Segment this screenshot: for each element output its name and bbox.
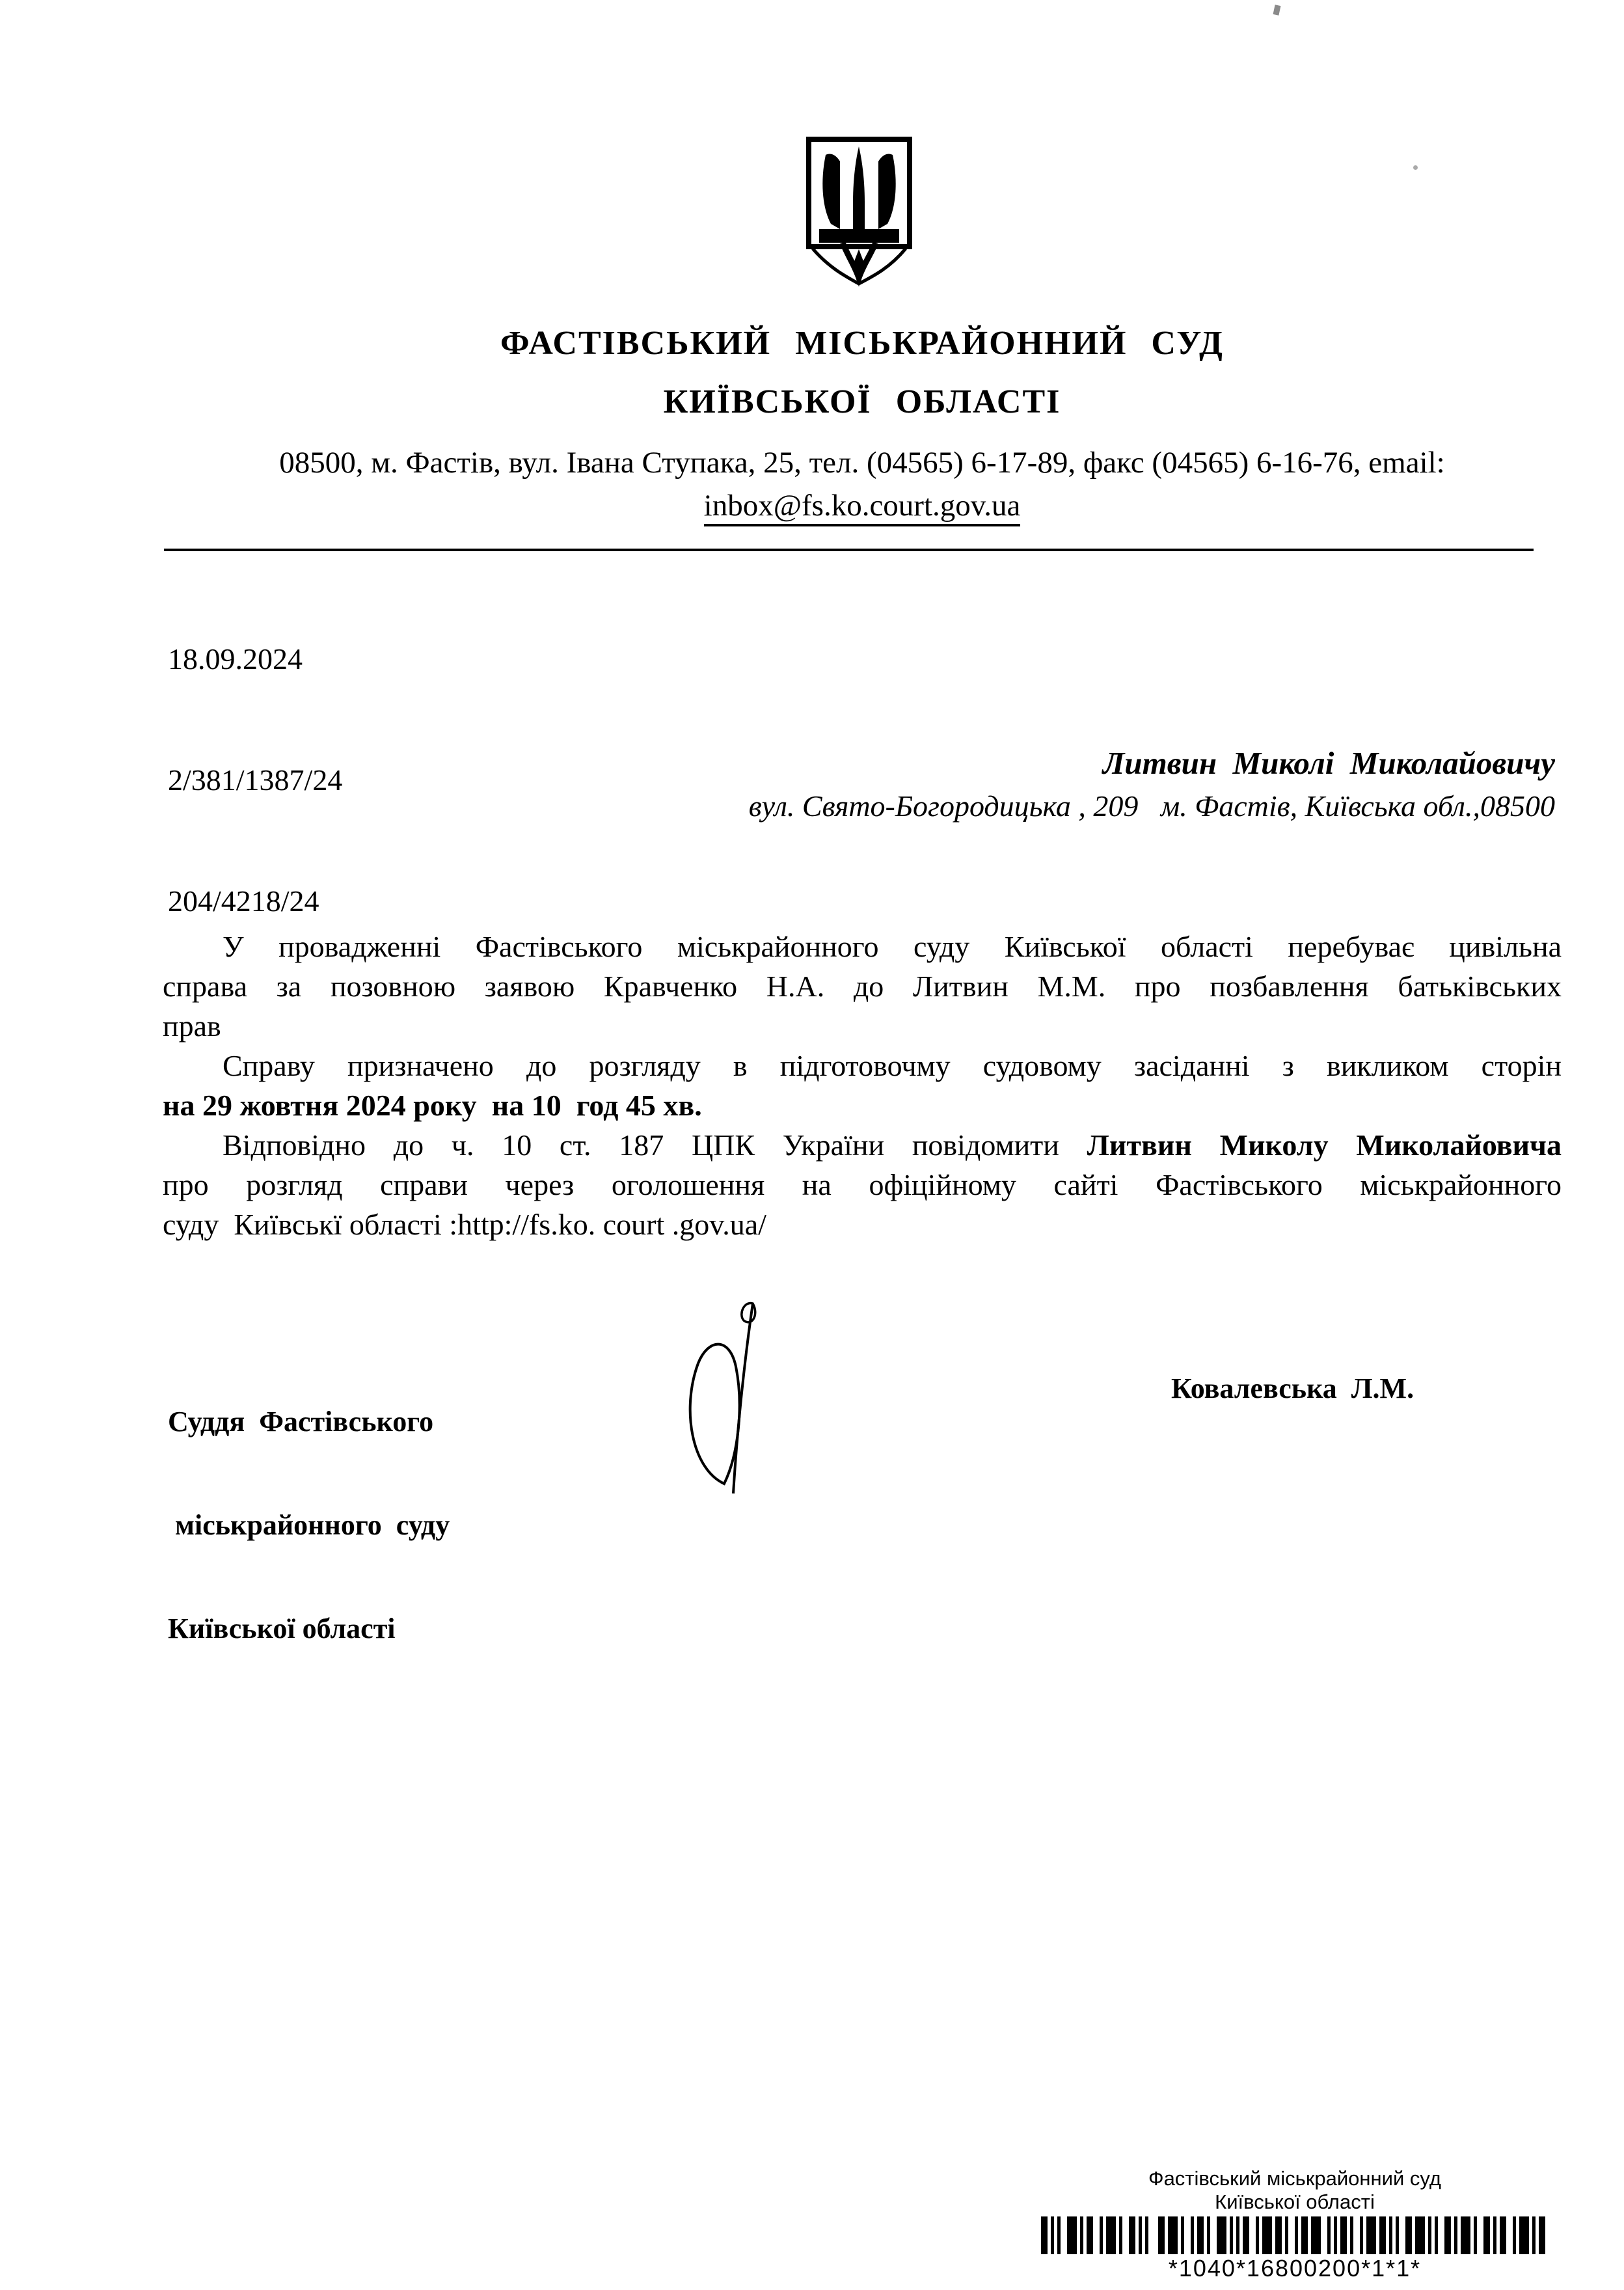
body-line: У провадженні Фастівського міськрайонного суду Київської області перебуває цивільна (223, 930, 1562, 963)
judge-role-line: Київської області (168, 1613, 396, 1644)
recipient-name-bold-run: Литвин Миколу Миколайовича (1087, 1128, 1562, 1162)
document-number: 204/4218/24 (168, 884, 319, 918)
judge-role-line: Суддя Фастівського (168, 1406, 434, 1438)
judge-role-line: міськрайонного суду (168, 1509, 450, 1541)
court-address: 08500, м. Фастів, вул. Івана Ступака, 25, тел. (04565) 6-17-89, факс (04565) 6-16-76, email: (279, 446, 1445, 480)
recipient-name: Литвин Миколі Миколайовичу (1102, 745, 1555, 781)
footer-court-line1: Фастівський міськрайонний суд (1148, 2167, 1441, 2190)
body-line: про розгляд справи через оголошення на офіційному сайті Фастівського міськрайонного (163, 1168, 1562, 1201)
court-name-line1: ФАСТІВСЬКИЙ МІСЬКРАЙОННИЙ СУД (500, 325, 1224, 362)
scan-speck (1413, 165, 1418, 170)
handwritten-signature-icon (641, 1298, 797, 1500)
hearing-date-line: на 29 жовтня 2024 року на 10 год 45 хв. (163, 1089, 702, 1122)
case-number: 2/381/1387/24 (168, 763, 343, 797)
court-site-line: суду Київськї області :http://fs.ko. court .gov.ua/ (163, 1208, 766, 1241)
judge-name: Ковалевська Л.М. (1171, 1372, 1414, 1404)
body-line (163, 1125, 1562, 1165)
header-separator-line (164, 549, 1534, 551)
body-text-run: Відповідно до ч. 10 ст. 187 ЦПК України повідомити (223, 1128, 1087, 1162)
footer-barcode-block (1015, 2167, 1575, 2283)
judge-role-block (168, 1335, 450, 1715)
letter-body (163, 927, 1562, 1244)
body-line: прав (163, 1009, 221, 1043)
recipient-block (553, 742, 1555, 828)
barcode-value: *1040*16800200*1*1* (1168, 2255, 1422, 2282)
footer-court-line2: Київської області (1215, 2190, 1375, 2213)
recipient-address: вул. Свято-Богородицька , 209 м. Фастів, Київська обл.,08500 (748, 789, 1555, 823)
body-line: Справу призначено до розгляду в підготовочму судовому засіданні з викликом сторін (223, 1049, 1562, 1082)
letter-date: 18.09.2024 (168, 642, 303, 675)
scan-speck (1273, 5, 1281, 16)
court-name-line2: КИЇВСЬКОЇ ОБЛАСТІ (663, 383, 1061, 420)
court-email-line (163, 488, 1562, 523)
code39-barcode-icon (1041, 2216, 1549, 2254)
ukraine-trident-emblem-icon (802, 133, 917, 288)
body-line: справа за позовною заявою Кравченко Н.А. до Литвин М.М. про позбавлення батьківських (163, 970, 1562, 1003)
court-email: inbox@fs.ko.court.gov.ua (704, 489, 1021, 526)
